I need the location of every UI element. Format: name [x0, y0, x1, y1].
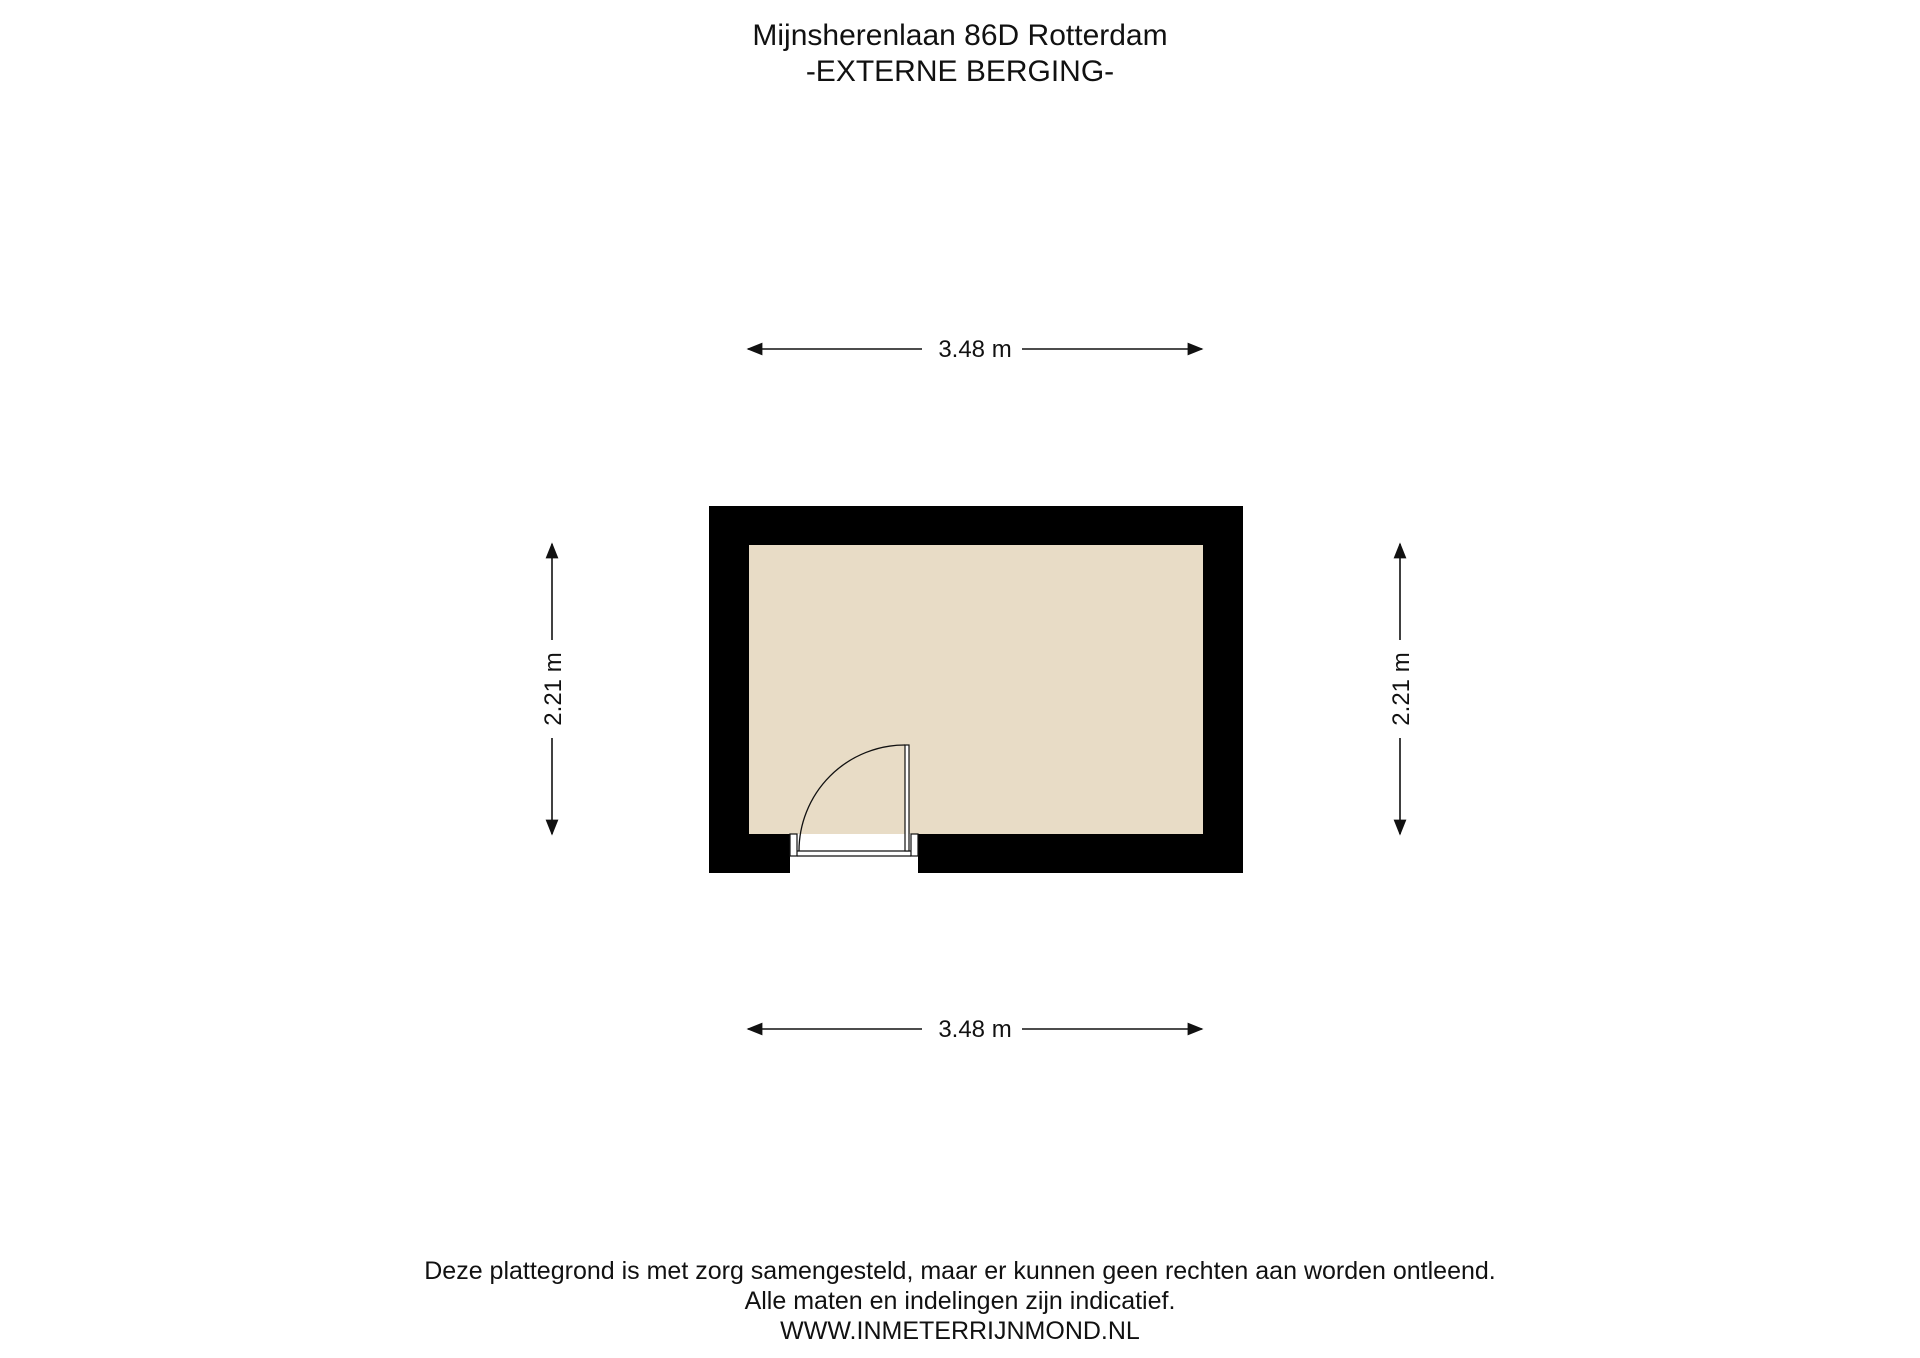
wall-bottom-right	[918, 834, 1243, 873]
disclaimer-line-1: Deze plattegrond is met zorg samengesteld, maar er kunnen geen rechten aan worden ontleend.	[424, 1257, 1496, 1285]
wall-bottom-left	[709, 834, 790, 873]
dimension-label-bottom: 3.48 m	[938, 1016, 1012, 1043]
website-link[interactable]: WWW.INMETERRIJNMOND.NL	[780, 1317, 1140, 1345]
dimension-label-top: 3.48 m	[938, 336, 1012, 363]
wall-top	[709, 506, 1243, 545]
dimension-bottom	[748, 1016, 1202, 1043]
door-frame-left	[790, 834, 797, 856]
door-opening	[790, 834, 918, 873]
wall-right	[1203, 506, 1243, 873]
dimension-label-right: 2.21 m	[1388, 652, 1415, 726]
dimension-label-left: 2.21 m	[540, 652, 567, 726]
address-title: Mijnsherenlaan 86D Rotterdam	[752, 19, 1168, 52]
dimension-right	[1388, 544, 1415, 834]
door-leaf	[905, 745, 909, 851]
room-title: -EXTERNE BERGING-	[805, 55, 1115, 88]
dimension-left	[540, 544, 567, 834]
dimension-top	[748, 336, 1202, 363]
wall-left	[709, 506, 749, 873]
disclaimer	[0, 1256, 1920, 1346]
door-frame-right	[911, 834, 918, 856]
disclaimer-line-2: Alle maten en indelingen zijn indicatief.	[744, 1287, 1176, 1315]
